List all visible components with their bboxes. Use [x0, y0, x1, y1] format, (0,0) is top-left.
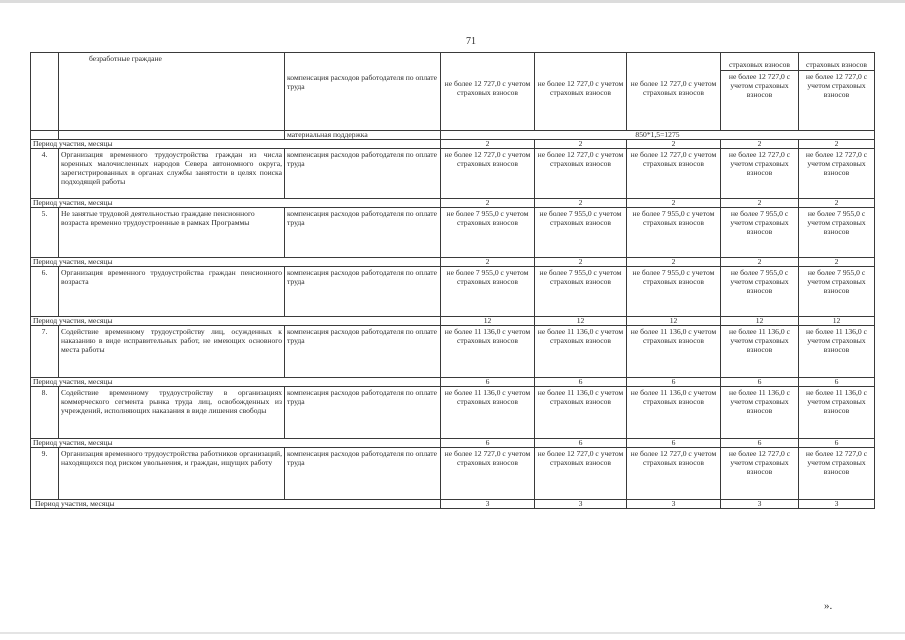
closing-quote: ». — [824, 600, 833, 612]
support-label: материальная поддержка — [285, 131, 441, 140]
amount-cell: не более 12 727,0 с учетом страховых взносов — [627, 53, 721, 131]
period-value: 3 — [721, 500, 799, 509]
table-row — [31, 267, 875, 317]
period-value: 2 — [535, 258, 627, 267]
row-number: 7. — [31, 326, 59, 378]
period-value: 12 — [627, 317, 721, 326]
row-number: 4. — [31, 149, 59, 199]
period-value: 6 — [441, 439, 535, 448]
table-row — [31, 199, 875, 208]
amount-cell: не более 12 727,0 с учетом страховых взносов — [799, 71, 875, 131]
support-value: 850*1,5=1275 — [441, 131, 875, 140]
amount-cell: не более 11 136,0 с учетом страховых взносов — [627, 326, 721, 378]
program-table — [30, 52, 875, 509]
expense-cell: компенсация расходов работодателя по оплате труда — [285, 53, 441, 131]
period-value: 2 — [441, 258, 535, 267]
amount-cell: не более 11 136,0 с учетом страховых взносов — [441, 387, 535, 439]
period-value: 6 — [535, 439, 627, 448]
period-value: 12 — [799, 317, 875, 326]
amount-cell: не более 7 955,0 с учетом страховых взносов — [721, 208, 799, 258]
period-value: 6 — [799, 439, 875, 448]
table-row — [31, 387, 875, 439]
table-row — [31, 131, 875, 140]
amount-cell: не более 12 727,0 с учетом страховых взносов — [441, 448, 535, 500]
activity-cell: безработные граждане — [59, 53, 285, 131]
amount-cell: не более 7 955,0 с учетом страховых взносов — [627, 267, 721, 317]
period-label: Период участия, месяцы — [31, 140, 441, 149]
period-value: 12 — [441, 317, 535, 326]
amount-cell: не более 7 955,0 с учетом страховых взносов — [627, 208, 721, 258]
period-label: Период участия, месяцы — [31, 439, 441, 448]
row-number: 6. — [31, 267, 59, 317]
period-value: 2 — [627, 258, 721, 267]
period-value: 6 — [535, 378, 627, 387]
table-row — [31, 439, 875, 448]
row-number: 9. — [31, 448, 59, 500]
table-row — [31, 208, 875, 258]
scan-edge-bottom — [0, 632, 905, 634]
period-value: 6 — [627, 378, 721, 387]
period-value: 2 — [721, 258, 799, 267]
period-value: 2 — [627, 199, 721, 208]
scan-edge-top — [0, 0, 905, 3]
table-row — [31, 378, 875, 387]
amount-cell: не более 12 727,0 с учетом страховых взносов — [441, 149, 535, 199]
expense-cell: компенсация расходов работодателя по оплате труда — [285, 208, 441, 258]
amount-cell: не более 7 955,0 с учетом страховых взносов — [535, 267, 627, 317]
amount-cell: не более 12 727,0 с учетом страховых взносов — [721, 149, 799, 199]
table-row — [31, 317, 875, 326]
amount-cell: не более 12 727,0 с учетом страховых взносов — [627, 448, 721, 500]
period-label: Период участия, месяцы — [31, 258, 441, 267]
amount-cell: не более 12 727,0 с учетом страховых взносов — [721, 71, 799, 131]
amount-cell: страховых взносов — [721, 53, 799, 71]
period-value: 12 — [721, 317, 799, 326]
period-value: 3 — [627, 500, 721, 509]
period-value: 2 — [441, 140, 535, 149]
table-row — [31, 448, 875, 500]
amount-cell: не более 11 136,0 с учетом страховых взносов — [721, 387, 799, 439]
period-value: 2 — [799, 140, 875, 149]
amount-cell: не более 12 727,0 с учетом страховых взносов — [627, 149, 721, 199]
amount-cell: не более 11 136,0 с учетом страховых взносов — [799, 387, 875, 439]
period-value: 2 — [721, 140, 799, 149]
period-value: 3 — [441, 500, 535, 509]
amount-cell: страховых взносов — [799, 53, 875, 71]
amount-cell: не более 7 955,0 с учетом страховых взносов — [441, 267, 535, 317]
row-number: 8. — [31, 387, 59, 439]
table-row — [31, 500, 875, 509]
period-label: Период участия, месяцы — [31, 317, 441, 326]
amount-cell: не более 7 955,0 с учетом страховых взносов — [799, 267, 875, 317]
period-value: 6 — [721, 378, 799, 387]
table-row — [31, 326, 875, 378]
expense-cell: компенсация расходов работодателя по оплате труда — [285, 326, 441, 378]
amount-cell: не более 12 727,0 с учетом страховых взносов — [721, 448, 799, 500]
amount-cell: не более 11 136,0 с учетом страховых взносов — [627, 387, 721, 439]
period-value: 2 — [627, 140, 721, 149]
period-value: 2 — [535, 140, 627, 149]
amount-cell: не более 11 136,0 с учетом страховых взносов — [441, 326, 535, 378]
expense-cell: компенсация расходов работодателя по оплате труда — [285, 448, 441, 500]
table-row — [31, 140, 875, 149]
activity-cell: Содействие временному трудоустройству лиц, осужденных к наказанию в виде исправительных работ, не имеющих основного места работы — [59, 326, 285, 378]
expense-cell: компенсация расходов работодателя по оплате труда — [285, 267, 441, 317]
amount-cell: не более 11 136,0 с учетом страховых взносов — [721, 326, 799, 378]
amount-cell: не более 12 727,0 с учетом страховых взносов — [799, 149, 875, 199]
expense-cell: компенсация расходов работодателя по оплате труда — [285, 149, 441, 199]
amount-cell: не более 12 727,0 с учетом страховых взносов — [799, 448, 875, 500]
period-value: 6 — [799, 378, 875, 387]
period-value: 2 — [441, 199, 535, 208]
amount-cell: не более 7 955,0 с учетом страховых взносов — [721, 267, 799, 317]
amount-cell: не более 7 955,0 с учетом страховых взносов — [535, 208, 627, 258]
amount-cell: не более 12 727,0 с учетом страховых взносов — [535, 448, 627, 500]
page-number: 71 — [466, 36, 476, 47]
expense-cell: компенсация расходов работодателя по оплате труда — [285, 387, 441, 439]
amount-cell: не более 11 136,0 с учетом страховых взносов — [535, 387, 627, 439]
period-value: 12 — [535, 317, 627, 326]
table-row — [31, 149, 875, 199]
amount-cell: не более 12 727,0 с учетом страховых взносов — [441, 53, 535, 131]
period-label: Период участия, месяцы — [31, 378, 441, 387]
row-number: 5. — [31, 208, 59, 258]
period-value: 3 — [799, 500, 875, 509]
activity-cell: Организация временного трудоустройства работников организаций, находящихся под риском увольнения, и граждан, ищущих работу — [59, 448, 285, 500]
amount-cell: не более 7 955,0 с учетом страховых взносов — [441, 208, 535, 258]
period-value: 6 — [721, 439, 799, 448]
table-row — [31, 53, 875, 71]
period-value: 2 — [535, 199, 627, 208]
activity-cell: Организация временного трудоустройства граждан из числа коренных малочисленных народов Севера автономного округа, зарегистрированных в органах службы занятости в целях поиска подходящей работы — [59, 149, 285, 199]
period-value: 2 — [799, 199, 875, 208]
period-label: Период участия, месяцы — [31, 500, 441, 509]
activity-cell: Содействие временному трудоустройству в организациях коммерческого сегмента рынка труда лиц, освобожденных из учреждений, исполняющих наказания в виде лишения свободы — [59, 387, 285, 439]
period-value: 6 — [627, 439, 721, 448]
activity-cell: Не занятые трудовой деятельностью граждане пенсионного возраста временно трудоустроенные в рамках Программы — [59, 208, 285, 258]
amount-cell: не более 11 136,0 с учетом страховых взносов — [535, 326, 627, 378]
period-value: 2 — [799, 258, 875, 267]
amount-cell: не более 11 136,0 с учетом страховых взносов — [799, 326, 875, 378]
amount-cell: не более 7 955,0 с учетом страховых взносов — [799, 208, 875, 258]
period-value: 3 — [535, 500, 627, 509]
table-row — [31, 258, 875, 267]
activity-cell: Организация временного трудоустройства граждан пенсионного возраста — [59, 267, 285, 317]
period-value: 6 — [441, 378, 535, 387]
period-label: Период участия, месяцы — [31, 199, 441, 208]
amount-cell: не более 12 727,0 с учетом страховых взносов — [535, 53, 627, 131]
amount-cell: не более 12 727,0 с учетом страховых взносов — [535, 149, 627, 199]
period-value: 2 — [721, 199, 799, 208]
